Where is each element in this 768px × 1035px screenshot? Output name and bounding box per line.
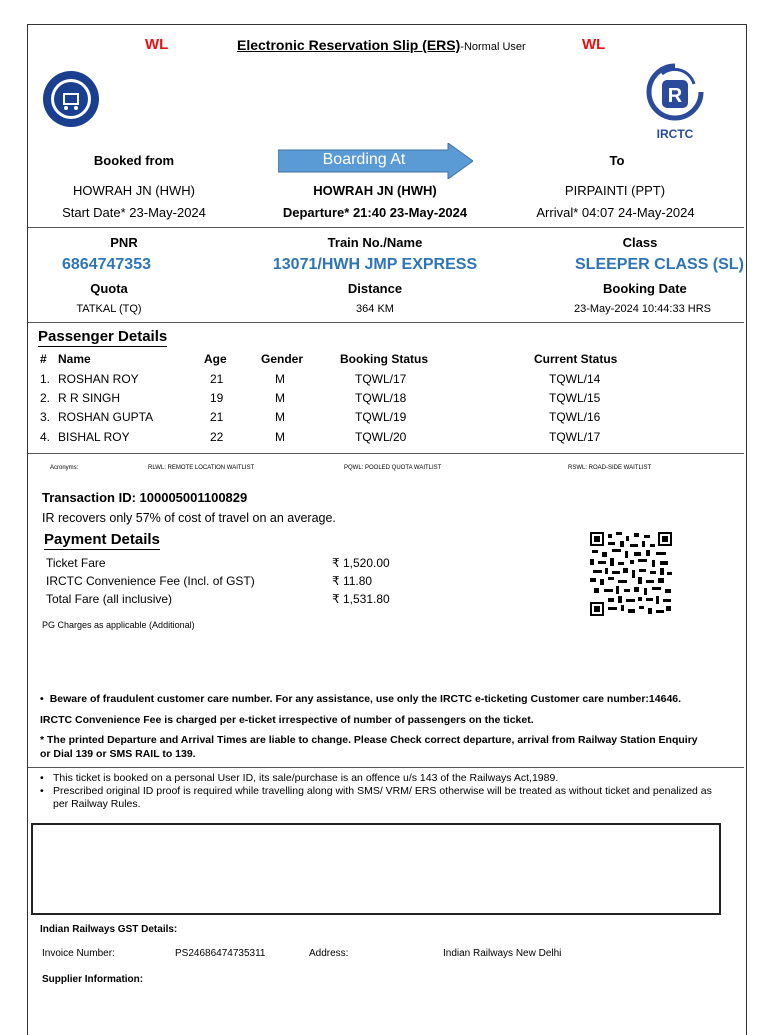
passenger-booking-status: TQWL/19 bbox=[355, 410, 407, 424]
convenience-fee-value: ₹ 11.80 bbox=[332, 574, 373, 588]
total-fare-value: ₹ 1,531.80 bbox=[332, 592, 390, 606]
divider bbox=[28, 453, 744, 454]
fraud-notice: • Beware of fraudulent customer care number. For any assistance, use only the IRCTC e-ticketing Customer care number:14646. bbox=[40, 693, 682, 705]
class-label: Class bbox=[622, 235, 658, 250]
col-header-age: Age bbox=[204, 352, 227, 366]
passenger-num: 1. bbox=[40, 372, 51, 386]
terms-text: Prescribed original ID proof is required while travelling along with SMS/ VRM/ ERS otherwise will be treated as without ticket and penalized as per Railway Rules. bbox=[53, 785, 712, 810]
passenger-current-status: TQWL/16 bbox=[549, 410, 601, 424]
distance-label: Distance bbox=[347, 281, 403, 296]
pnr-value: 6864747353 bbox=[62, 256, 151, 273]
acronym-pqwl: PQWL: POOLED QUOTA WAITLIST bbox=[344, 465, 442, 471]
quota-label: Quota bbox=[90, 281, 128, 296]
arrival-time: Arrival* 04:07 24-May-2024 bbox=[536, 205, 695, 220]
advertisement-box bbox=[31, 823, 721, 915]
fraud-notice-text: Beware of fraudulent customer care number. For any assistance, use only the IRCTC e-ticketing Customer care number:14646. bbox=[49, 693, 682, 705]
to-station: PIRPAINTI (PPT) bbox=[564, 183, 666, 198]
divider bbox=[28, 227, 744, 228]
address-value: Indian Railways New Delhi bbox=[443, 948, 562, 959]
transaction-id: Transaction ID: 100005001100829 bbox=[42, 490, 248, 505]
total-fare-label: Total Fare (all inclusive) bbox=[46, 592, 173, 606]
col-header-current-status: Current Status bbox=[534, 352, 618, 366]
boarding-label: Boarding At bbox=[322, 151, 406, 168]
booking-date-label: Booking Date bbox=[603, 281, 687, 296]
passenger-booking-status: TQWL/17 bbox=[355, 372, 407, 386]
passenger-num: 4. bbox=[40, 430, 51, 444]
passenger-details-title: Passenger Details bbox=[38, 328, 168, 345]
col-header-name: Name bbox=[58, 352, 91, 366]
irctc-logo bbox=[640, 62, 710, 141]
address-label: Address: bbox=[309, 948, 349, 959]
passenger-name: ROSHAN ROY bbox=[58, 372, 139, 386]
col-header-gender: Gender bbox=[261, 352, 304, 366]
terms-item: • Prescribed original ID proof is required while travelling along with SMS/ VRM/ ERS otherwise will be treated as without ticket and penalized as per Railway Rules. bbox=[40, 785, 720, 811]
passenger-gender: M bbox=[275, 430, 285, 444]
passenger-age: 19 bbox=[210, 391, 224, 405]
passenger-booking-status: TQWL/20 bbox=[355, 430, 407, 444]
terms-list bbox=[40, 772, 720, 811]
svg-text:R: R bbox=[667, 85, 683, 107]
acronym-rlwl: RLWL: REMOTE LOCATION WAITLIST bbox=[148, 465, 255, 471]
irctc-logo-text: IRCTC bbox=[656, 127, 694, 141]
quota-value: TATKAL (TQ) bbox=[76, 303, 142, 315]
passenger-name: BISHAL ROY bbox=[58, 430, 130, 444]
passenger-current-status: TQWL/17 bbox=[549, 430, 601, 444]
invoice-number: PS24686474735311 bbox=[175, 948, 266, 959]
terms-item: • This ticket is booked on a personal User ID, its sale/purchase is an offence u/s 143 of the Railways Act,1989. bbox=[40, 772, 559, 784]
passenger-num: 3. bbox=[40, 410, 51, 424]
passenger-num: 2. bbox=[40, 391, 51, 405]
wl-right: WL bbox=[582, 36, 606, 53]
gst-title: Indian Railways GST Details: bbox=[40, 924, 178, 935]
class-value: SLEEPER CLASS (SL) bbox=[575, 256, 744, 273]
acronym-rswl: RSWL: ROAD-SIDE WAITLIST bbox=[568, 465, 652, 471]
passenger-age: 21 bbox=[210, 372, 224, 386]
boarding-station: HOWRAH JN (HWH) bbox=[313, 183, 437, 198]
booked-from-label: Booked from bbox=[93, 153, 175, 168]
passenger-gender: M bbox=[275, 372, 285, 386]
passenger-gender: M bbox=[275, 391, 285, 405]
passenger-name: ROSHAN GUPTA bbox=[58, 410, 154, 424]
departure-time: Departure* 21:40 23-May-2024 bbox=[282, 205, 468, 220]
boarding-arrow bbox=[278, 143, 473, 179]
passenger-current-status: TQWL/15 bbox=[549, 391, 601, 405]
cost-recovery-note: IR recovers only 57% of cost of travel on an average. bbox=[42, 511, 336, 525]
from-station: HOWRAH JN (HWH) bbox=[72, 183, 196, 198]
to-label: To bbox=[609, 153, 625, 168]
passenger-age: 22 bbox=[210, 430, 224, 444]
passenger-booking-status: TQWL/18 bbox=[355, 391, 407, 405]
passenger-age: 21 bbox=[210, 410, 224, 424]
passenger-name: R R SINGH bbox=[58, 391, 121, 405]
wl-left: WL bbox=[145, 36, 169, 53]
start-date: Start Date* 23-May-2024 bbox=[62, 205, 206, 220]
ers-title-suffix: -Normal User bbox=[460, 41, 526, 53]
booking-date-value: 23-May-2024 10:44:33 HRS bbox=[574, 303, 711, 315]
col-header-booking-status: Booking Status bbox=[340, 352, 429, 366]
ticket-fare-label: Ticket Fare bbox=[46, 556, 106, 570]
supplier-info-label: Supplier Information: bbox=[42, 974, 144, 985]
train-label: Train No./Name bbox=[327, 235, 423, 250]
ticket-fare-value: ₹ 1,520.00 bbox=[332, 556, 390, 570]
qr-code bbox=[590, 532, 672, 616]
ers-title-main: Electronic Reservation Slip (ERS) bbox=[237, 37, 461, 53]
distance-value: 364 KM bbox=[356, 303, 394, 315]
passenger-current-status: TQWL/14 bbox=[549, 372, 601, 386]
ers-title bbox=[237, 37, 526, 53]
divider bbox=[28, 322, 744, 323]
passenger-gender: M bbox=[275, 410, 285, 424]
indian-railways-logo bbox=[41, 69, 101, 129]
pg-charges-note: PG Charges as applicable (Additional) bbox=[42, 620, 195, 630]
pnr-label: PNR bbox=[110, 235, 138, 250]
timings-notice: * The printed Departure and Arrival Times are liable to change. Please Check correct departure, arrival from Railway Station Enquiry or Dial 139 or SMS RAIL to 139. bbox=[40, 734, 698, 760]
payment-details-title: Payment Details bbox=[44, 531, 160, 548]
train-value: 13071/HWH JMP EXPRESS bbox=[272, 256, 478, 273]
acronyms-label: Acronyms: bbox=[50, 465, 79, 471]
convenience-fee-label: IRCTC Convenience Fee (Incl. of GST) bbox=[46, 574, 255, 588]
invoice-label: Invoice Number: bbox=[42, 948, 115, 959]
convenience-fee-notice: IRCTC Convenience Fee is charged per e-ticket irrespective of number of passengers on the ticket. bbox=[40, 714, 534, 726]
terms-text: This ticket is booked on a personal User ID, its sale/purchase is an offence u/s 143 of the Railways Act,1989. bbox=[53, 772, 559, 784]
col-header-num: # bbox=[40, 352, 47, 366]
divider bbox=[28, 767, 744, 768]
